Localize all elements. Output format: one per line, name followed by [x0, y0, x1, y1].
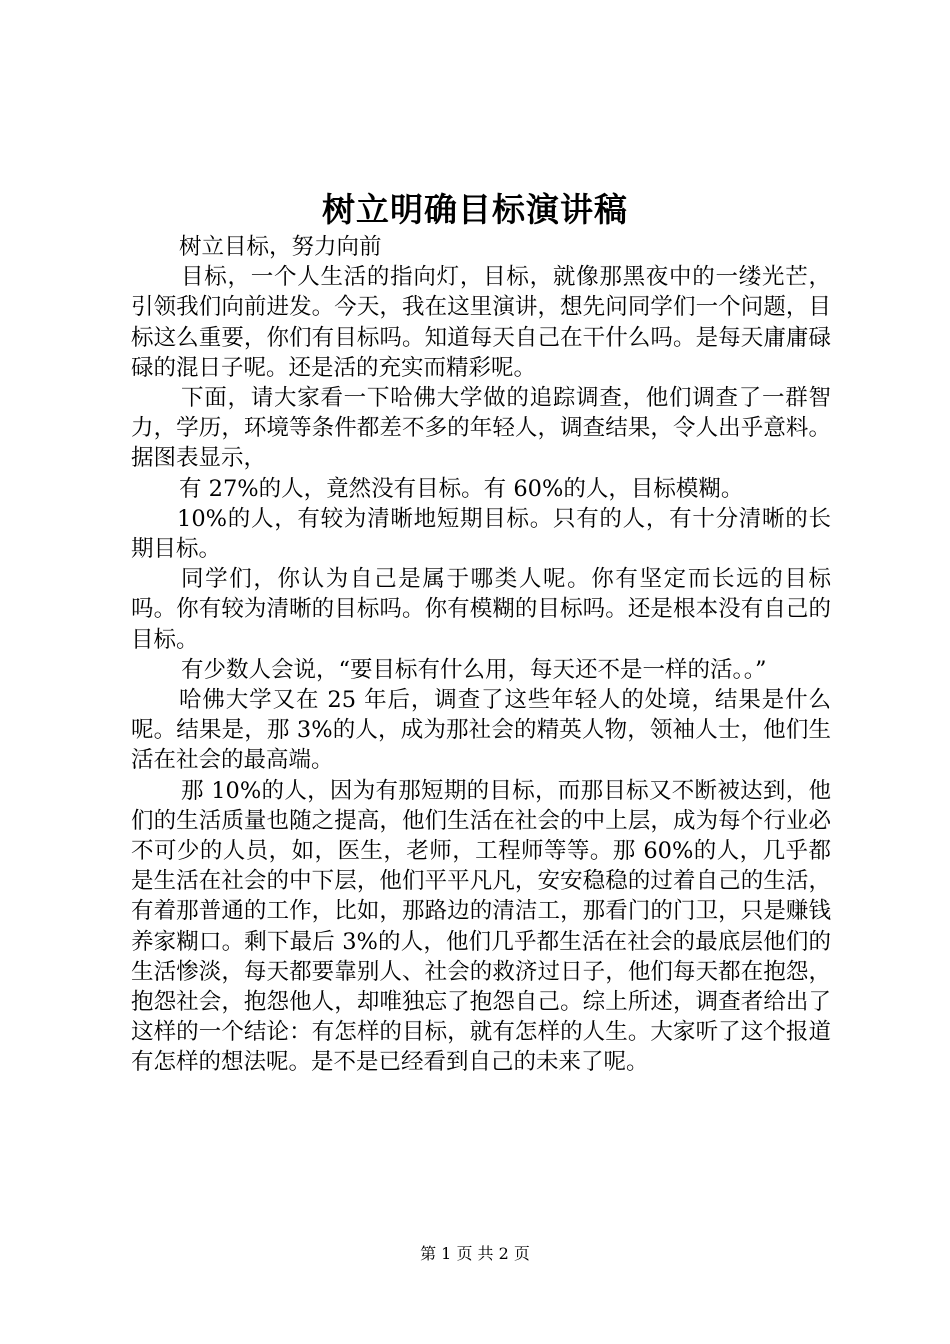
paragraph-subtitle: 树立目标，努力向前: [179, 234, 382, 260]
paragraph: 那 10%的人，因为有那短期的目标，而那目标又不断被达到，他们的生活质量也随之提高，他们生活在社会的中上层，成为每个行业必不可少的人员，如，医生，老师，工程师等等。那 60%的人，几乎都是生活在社会的中下层，他们平平凡凡，安安稳稳的过着自己的生活，有着那普通的工作，比如，那路边的清洁工，那看门的门卫，只是赚钱养家糊口。剩下最后 3%的人，他们几乎都生活在社会的最底层他们的生活惨淡，每天都要靠别人、社会的救济过日子，他们每天都在抱怨，抱怨社会，抱怨他人，却唯独忘了抱怨自己。综上所述，调查者给出了这样的一个结论：有怎样的目标，就有怎样的人生。大家听了这个报道有怎样的想法呢。是不是已经看到自己的未来了呢。: [131, 777, 831, 1076]
paragraph: 有 27%的人，竟然没有目标。有 60%的人，目标模糊。: [179, 475, 744, 502]
paragraph: 10%的人，有较为清晰地短期目标。只有的人，有十分清晰的长期目标。: [131, 505, 831, 563]
paragraph: 同学们，你认为自己是属于哪类人呢。你有坚定而长远的目标吗。你有较为清晰的目标吗。你有模糊的目标吗。还是根本没有自己的目标。: [131, 566, 831, 653]
paragraph: 下面，请大家看一下哈佛大学做的追踪调查，他们调查了一群智力，学历，环境等条件都差不多的年轻人，调查结果，令人出乎意料。据图表显示，: [131, 385, 831, 472]
paragraph: 哈佛大学又在 25 年后，调查了这些年轻人的处境，结果是什么呢。结果是，那 3%的人，成为那社会的精英人物，领袖人士，他们生活在社会的最高端。: [131, 687, 831, 774]
document-body: [131, 232, 831, 1078]
document-title: 树立明确目标演讲稿: [322, 190, 628, 229]
paragraph: 有少数人会说，“要目标有什么用，每天还不是一样的活。。”: [181, 656, 767, 683]
page-number-footer: 第 1 页 共 2 页: [420, 1244, 530, 1263]
paragraph: 目标，一个人生活的指向灯，目标，就像那黑夜中的一缕光芒，引领我们向前进发。今天，我在这里演讲，想先问同学们一个问题，目标这么重要，你们有目标吗。知道每天自己在干什么吗。是每天庸庸碌碌的混日子呢。还是活的充实而精彩呢。: [131, 264, 831, 381]
